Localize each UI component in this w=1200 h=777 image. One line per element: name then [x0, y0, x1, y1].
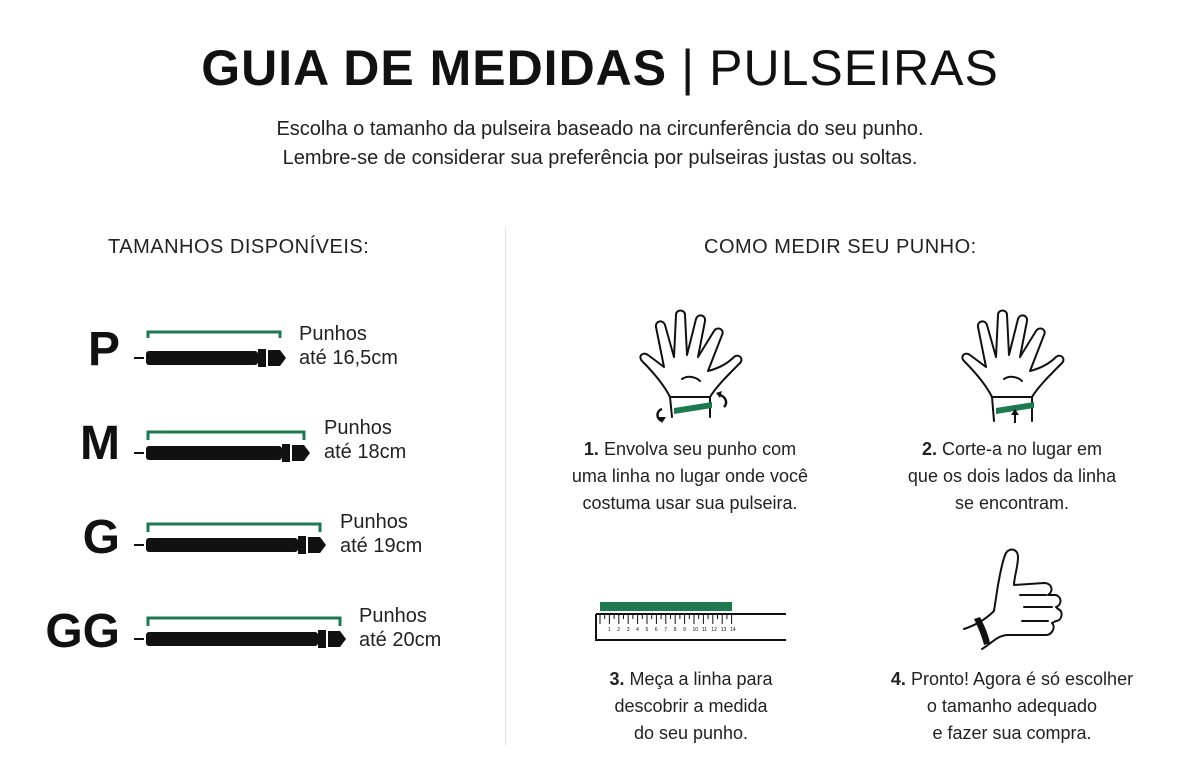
step-line: Pronto! Agora é só escolher [910, 669, 1134, 689]
ruler-number: 3 [626, 627, 630, 633]
size-description [340, 510, 422, 558]
ruler-number: 6 [654, 627, 658, 633]
step-line: Meça a linha para [629, 669, 773, 689]
size-letter: M [80, 417, 120, 470]
step-4-line-3: e fazer sua compra. [932, 723, 1092, 743]
ruler-number: 7 [664, 627, 668, 633]
hand-cut-icon [952, 305, 1072, 430]
bracelet-icon [134, 510, 330, 560]
size-row-m [0, 416, 505, 486]
size-description [324, 416, 406, 464]
page-subtitle [0, 115, 1200, 173]
size-letter: P [87, 323, 120, 376]
step-3-line-1 [541, 666, 841, 693]
size-desc-line-1: Punhos [299, 323, 367, 345]
measure-heading: COMO MEDIR SEU PUNHO: [704, 236, 977, 258]
ruler-number: 1 [607, 627, 611, 633]
subtitle-line-1: Escolha o tamanho da pulseira baseado na circunferência do seu punho. [276, 118, 924, 140]
size-desc-line-1: Punhos [340, 511, 408, 533]
subtitle-line-2: Lembre-se de considerar sua preferência por pulseiras justas ou soltas. [282, 147, 918, 169]
thumbs-up-icon [960, 545, 1070, 655]
step-1-line-3: costuma usar sua pulseira. [582, 493, 798, 513]
step-line: Envolva seu punho com [603, 439, 797, 459]
step-2-line-3: se encontram. [954, 493, 1070, 513]
ruler-number: 14 [730, 627, 736, 633]
step-4-line-1 [862, 666, 1162, 693]
bracelet-icon [134, 604, 348, 654]
size-row-g [0, 510, 505, 580]
step-3-line-2: descobrir a medida [614, 696, 768, 716]
size-desc-line-2: até 19cm [340, 535, 423, 557]
ruler-number: 13 [720, 627, 727, 633]
bracelet-icon [134, 416, 314, 466]
ruler-number: 5 [645, 627, 649, 633]
size-desc-line-1: Punhos [359, 605, 427, 627]
size-desc-line-2: até 16,5cm [299, 347, 398, 369]
ruler-number: 12 [711, 627, 717, 633]
bracelet-icon [134, 322, 294, 372]
step-3-text [541, 666, 841, 747]
step-number: 1. [583, 439, 599, 459]
step-1-line-2: uma linha no lugar onde você [571, 466, 809, 486]
step-number: 2. [921, 439, 937, 459]
step-4-text [862, 666, 1162, 747]
title-light: PULSEIRAS [709, 40, 999, 96]
sizes-heading: TAMANHOS DISPONÍVEIS: [108, 236, 370, 258]
ruler-number: 11 [701, 627, 708, 633]
size-row-p [0, 322, 505, 392]
step-2-line-2: que os dois lados da linha [907, 466, 1117, 486]
size-desc-line-2: até 20cm [359, 629, 442, 651]
ruler-number: 4 [636, 627, 639, 633]
size-row-gg [0, 604, 505, 674]
ruler-icon [592, 598, 792, 643]
size-letter: GG [45, 605, 120, 658]
size-letter: G [82, 511, 120, 564]
size-desc-line-2: até 18cm [324, 441, 407, 463]
ruler-number: 9 [683, 627, 686, 633]
step-1-text [540, 436, 840, 517]
column-divider [505, 228, 506, 746]
hand-wrap-icon [630, 305, 750, 430]
step-3-line-3: do seu punho. [633, 723, 749, 743]
step-1-line-1 [540, 436, 840, 463]
step-line: Corte-a no lugar em [941, 439, 1103, 459]
step-number: 4. [890, 669, 906, 689]
ruler-number: 2 [617, 627, 621, 633]
title-bold: GUIA DE MEDIDAS [201, 40, 668, 96]
size-description [299, 322, 398, 370]
step-2-line-1 [862, 436, 1162, 463]
title-separator: | [681, 40, 696, 96]
step-2-text [862, 436, 1162, 517]
step-number: 3. [609, 669, 625, 689]
size-desc-line-1: Punhos [324, 417, 392, 439]
size-description [359, 604, 441, 652]
step-4-line-2: o tamanho adequado [926, 696, 1098, 716]
page-title [0, 40, 1200, 96]
ruler-number: 8 [673, 627, 677, 633]
ruler-number: 10 [692, 627, 699, 633]
